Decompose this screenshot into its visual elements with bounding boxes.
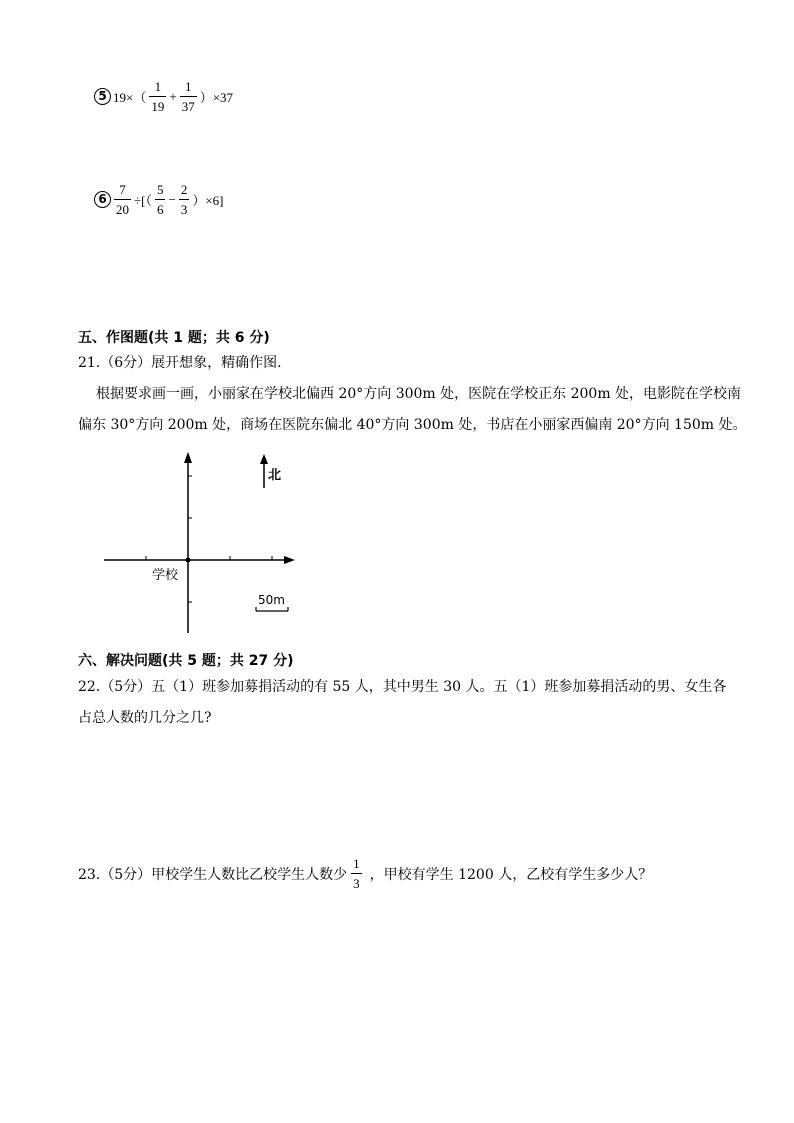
expr6-mid: ÷[（: [134, 193, 152, 208]
expr6-frac2-numerator: 5: [156, 182, 164, 197]
expr5-frac1-numerator: 1: [154, 79, 162, 94]
expr6-fraction-3: [179, 183, 190, 216]
section-5-heading: 五、作图题(共 1 题；共 6 分): [78, 330, 270, 346]
q23-frac-denominator: 3: [351, 873, 362, 890]
expr6-frac1-denominator: 20: [114, 199, 131, 216]
question-22-line-2: 占总人数的几分之几?: [78, 710, 212, 726]
expr5-frac1-denominator: 19: [149, 96, 166, 113]
horizontal-axis-arrowhead: [284, 556, 295, 564]
question-23-text-after: ，甲校有学生 1200 人，乙校有学生多少人？: [369, 866, 653, 883]
question-21-label: 21.（6分）展开想象，精确作图.: [78, 355, 282, 371]
expression-6: [94, 183, 224, 216]
question-21-line-2: 偏东 30°方向 200m 处，商场在医院东偏北 40°方向 300m 处，书店在小丽家西偏南 20°方向 150m 处。: [78, 417, 747, 433]
vertical-axis-arrowhead: [184, 452, 192, 463]
question-23-text-before: 23.（5分）甲校学生人数比乙校学生人数少: [78, 866, 348, 883]
expr6-frac2-denominator: 6: [155, 199, 166, 216]
expr6-suffix: ）×6]: [192, 193, 224, 208]
expr6-operator: −: [168, 191, 176, 207]
expr5-prefix: 19×（: [113, 90, 147, 105]
expr6-frac1-numerator: 7: [119, 182, 126, 197]
expr5-frac2-numerator: 1: [184, 79, 192, 94]
origin-point: [186, 558, 191, 563]
expression-5: [94, 80, 234, 113]
scale-label: 50m: [258, 593, 285, 607]
expr5-frac2-denominator: 37: [180, 96, 197, 113]
expr6-frac3-denominator: 3: [179, 199, 190, 216]
coordinate-diagram: [100, 448, 300, 638]
question-23-fraction: [351, 857, 362, 890]
school-label: 学校: [152, 568, 179, 583]
expr6-fraction-1: [114, 183, 131, 216]
expr5-operator: +: [169, 88, 177, 104]
q23-frac-numerator: 1: [353, 856, 360, 871]
circled-number-5: 5: [94, 88, 111, 105]
expr6-fraction-2: [155, 183, 166, 216]
section-6-heading: 六、解决问题(共 5 题；共 27 分): [78, 653, 294, 669]
north-label: 北: [268, 468, 282, 483]
question-22-line-1: 22.（5分）五（1）班参加募捐活动的有 55 人，其中男生 30 人。五（1）班参加募捐活动的男、女生各: [78, 679, 727, 695]
circled-number-6: 6: [94, 191, 111, 208]
north-arrow-icon: [260, 454, 268, 464]
question-21-line-1: 根据要求画一画，小丽家在学校北偏西 20°方向 300m 处，医院在学校正东 200m 处，电影院在学校南: [96, 386, 742, 402]
expr5-suffix: ）×37: [199, 90, 234, 105]
expr5-fraction-2: [180, 80, 197, 113]
expr6-frac3-numerator: 2: [180, 182, 188, 197]
expr5-fraction-1: [149, 80, 166, 113]
question-23: [78, 857, 652, 890]
